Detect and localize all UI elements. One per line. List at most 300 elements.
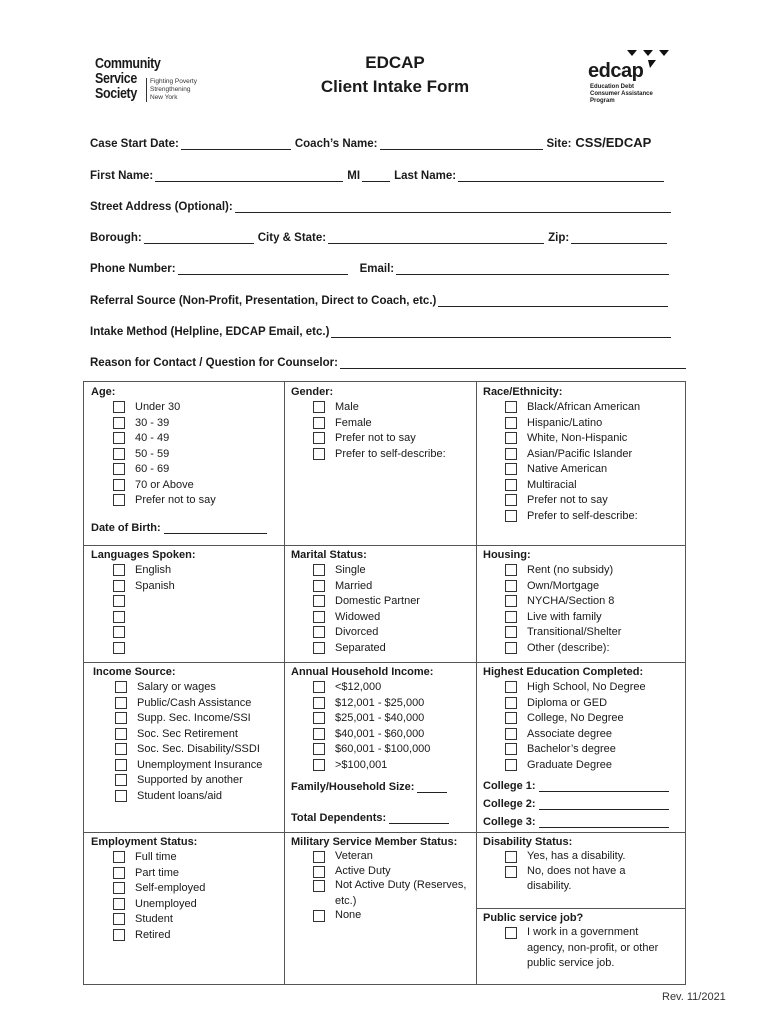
city-state-field[interactable] [328, 231, 544, 244]
coach-name-field[interactable] [380, 137, 543, 150]
education-title: Highest Education Completed: [483, 666, 644, 678]
checkbox-option[interactable] [291, 727, 470, 743]
checkbox-option[interactable] [483, 493, 679, 509]
checkbox[interactable] [505, 626, 517, 638]
college2-row [483, 798, 669, 810]
reason-field[interactable] [340, 356, 686, 369]
checkbox-option[interactable] [91, 928, 278, 944]
field-row-address [90, 195, 675, 213]
disability-title: Disability Status: [483, 836, 573, 848]
field-row-referral [90, 289, 672, 307]
checkbox-label: Retired [135, 928, 171, 941]
checkbox[interactable] [313, 448, 325, 460]
first-name-label: First Name: [90, 170, 154, 182]
checkbox[interactable] [313, 417, 325, 429]
case-start-date-field[interactable] [181, 137, 291, 150]
dependents-row [291, 812, 449, 824]
checkbox-label: <$12,000 [335, 681, 382, 693]
checkbox[interactable] [313, 866, 325, 878]
checkbox-label: Prefer not to say [135, 494, 216, 506]
checkbox-option[interactable] [91, 625, 278, 641]
dob-label: Date of Birth: [91, 522, 161, 534]
checkbox[interactable] [113, 448, 125, 460]
checkbox-option[interactable] [483, 509, 679, 525]
college1-field[interactable] [539, 780, 669, 792]
checkbox-option[interactable] [93, 696, 278, 712]
checkbox-option[interactable] [91, 610, 278, 626]
household-income-cell [284, 662, 476, 832]
income-source-cell [84, 662, 284, 832]
college1-row [483, 780, 669, 792]
military-title: Military Service Member Status: [291, 836, 458, 848]
field-row-location [90, 226, 671, 244]
checkbox-option[interactable] [483, 462, 679, 478]
checkbox-label: Self-employed [135, 882, 206, 894]
checkbox[interactable] [115, 790, 127, 802]
checkbox-label: 30 - 39 [135, 416, 170, 429]
race-cell [476, 382, 685, 545]
checkbox-option[interactable] [91, 850, 278, 866]
housing-options [483, 563, 679, 656]
housing-title: Housing: [483, 549, 531, 561]
checkbox-option[interactable] [91, 447, 278, 463]
dob-row [91, 522, 267, 534]
intake-method-field[interactable] [331, 325, 671, 338]
checkbox-label: Soc. Sec. Disability/SSDI [137, 743, 260, 755]
checkbox-option[interactable] [483, 579, 679, 595]
military-options [291, 850, 470, 924]
checkbox-label: Spanish [135, 579, 175, 592]
checkbox[interactable] [115, 774, 127, 786]
checkbox[interactable] [113, 867, 125, 879]
checkbox[interactable] [505, 642, 517, 654]
checkbox[interactable] [313, 910, 325, 922]
checkbox-option[interactable] [291, 879, 470, 909]
public-service-options [483, 926, 679, 972]
education-options [483, 680, 679, 773]
checkbox-label: No, does not have a disability. [527, 864, 626, 892]
checkbox-label: College, No Degree [527, 712, 624, 724]
checkbox-option[interactable] [91, 416, 278, 432]
email-field[interactable] [396, 262, 669, 275]
checkbox-label: $12,001 - $25,000 [335, 696, 425, 709]
household-size-row [291, 781, 447, 793]
borough-field[interactable] [144, 231, 254, 244]
public-service-cell [476, 908, 685, 984]
revision-note: Rev. 11/2021 [662, 991, 726, 1003]
checkbox-option[interactable] [291, 711, 470, 727]
checkbox[interactable] [115, 697, 127, 709]
checkbox-option[interactable] [91, 641, 278, 657]
referral-field[interactable] [438, 294, 668, 307]
education-cell [476, 662, 685, 832]
checkbox-label: Hispanic/Latino [527, 416, 603, 429]
checkbox[interactable] [505, 448, 517, 460]
checkbox-option[interactable] [93, 727, 278, 743]
checkbox-label: Public/Cash Assistance [137, 696, 252, 709]
checkbox-label: Supported by another [137, 774, 243, 786]
checkbox-option[interactable] [483, 711, 679, 727]
checkbox-label: $60,001 - $100,000 [335, 743, 431, 755]
checkbox[interactable] [505, 463, 517, 475]
edcap-wordmark: edcap [588, 60, 644, 82]
college3-row [483, 816, 669, 828]
checkbox[interactable] [505, 611, 517, 623]
checkbox[interactable] [113, 882, 125, 894]
race-options [483, 400, 679, 524]
checkbox[interactable] [313, 743, 325, 755]
checkbox-option[interactable] [291, 850, 470, 865]
checkbox[interactable] [313, 697, 325, 709]
housing-cell [476, 545, 685, 662]
employment-title: Employment Status: [91, 836, 198, 848]
checkbox[interactable] [505, 681, 517, 693]
checkbox-option[interactable] [291, 400, 470, 416]
checkbox[interactable] [113, 642, 125, 654]
checkbox-label: White, Non-Hispanic [527, 432, 628, 444]
checkbox-label: Student [135, 913, 173, 925]
checkbox-option[interactable] [483, 563, 679, 579]
checkbox-option[interactable] [483, 610, 679, 626]
checkbox-option[interactable] [91, 881, 278, 897]
checkbox-label: Other (describe): [527, 641, 610, 654]
checkbox-label: Asian/Pacific Islander [527, 447, 633, 460]
checkbox-label: Supp. Sec. Income/SSI [137, 712, 251, 724]
checkbox[interactable] [505, 759, 517, 771]
checkbox-label: 40 - 49 [135, 432, 170, 444]
edcap-logo [588, 48, 678, 108]
dob-field[interactable] [164, 522, 267, 534]
checkbox-option[interactable] [91, 912, 278, 928]
college3-label: College 3: [483, 816, 536, 828]
checkbox[interactable] [113, 851, 125, 863]
college2-label: College 2: [483, 798, 536, 810]
household-income-options [291, 680, 470, 773]
checkbox[interactable] [313, 580, 325, 592]
checkbox-label: Associate degree [527, 727, 612, 740]
checkbox[interactable] [113, 626, 125, 638]
first-name-field[interactable] [155, 169, 343, 182]
gender-cell [284, 382, 476, 545]
household-size-field[interactable] [417, 781, 447, 793]
checkbox-option[interactable] [483, 758, 679, 774]
checkbox[interactable] [113, 417, 125, 429]
checkbox[interactable] [313, 626, 325, 638]
dependents-label: Total Dependents: [291, 812, 387, 824]
checkbox-option[interactable] [483, 416, 679, 432]
borough-label: Borough: [90, 232, 142, 244]
checkbox[interactable] [313, 595, 325, 607]
field-row-intake [90, 320, 675, 338]
title-line-2: Client Intake Form [320, 77, 470, 96]
checkbox[interactable] [505, 564, 517, 576]
checkbox[interactable] [113, 580, 125, 592]
checkbox[interactable] [313, 432, 325, 444]
disability-cell [476, 832, 685, 908]
checkbox[interactable] [113, 479, 125, 491]
languages-options [91, 563, 278, 656]
checkbox-label: Married [335, 579, 373, 592]
coach-name-label: Coach’s Name: [294, 138, 378, 150]
checkbox-option[interactable] [291, 680, 470, 696]
checkbox-label: Unemployed [135, 897, 197, 910]
checkbox[interactable] [505, 851, 517, 863]
checkbox-label: 70 or Above [135, 478, 194, 491]
checkbox-option[interactable] [91, 866, 278, 882]
checkbox-option[interactable] [483, 431, 679, 447]
checkbox[interactable] [505, 494, 517, 506]
checkbox-label: Yes, has a disability. [527, 850, 626, 862]
checkbox[interactable] [505, 927, 517, 939]
checkbox-label: Native American [527, 463, 608, 475]
checkbox[interactable] [115, 712, 127, 724]
checkbox-label: Widowed [335, 610, 381, 623]
field-row-name [90, 164, 668, 182]
checkbox-option[interactable] [291, 758, 470, 774]
age-title: Age: [91, 386, 116, 398]
checkbox[interactable] [313, 564, 325, 576]
checkbox-label: Part time [135, 866, 180, 879]
checkbox-option[interactable] [93, 773, 278, 789]
checkbox-option[interactable] [291, 641, 470, 657]
checkbox-option[interactable] [91, 478, 278, 494]
checkbox[interactable] [113, 595, 125, 607]
checkbox-option[interactable] [483, 641, 679, 657]
marital-cell [284, 545, 476, 662]
checkbox[interactable] [505, 432, 517, 444]
checkbox-label: Live with family [527, 610, 602, 623]
checkbox[interactable] [505, 580, 517, 592]
gender-options [291, 400, 470, 462]
checkbox-label: High School, No Degree [527, 681, 646, 693]
checkbox-option[interactable] [93, 742, 278, 758]
checkbox-label: Prefer not to say [527, 494, 608, 506]
checkbox-option[interactable] [483, 926, 679, 972]
checkbox-label: Female [335, 416, 372, 429]
checkbox-label: 60 - 69 [135, 463, 170, 475]
checkbox[interactable] [115, 743, 127, 755]
zip-field[interactable] [571, 231, 667, 244]
checkbox[interactable] [113, 898, 125, 910]
checkbox-label: English [135, 564, 172, 576]
checkbox-label: Single [335, 564, 366, 576]
city-state-label: City & State: [257, 232, 327, 244]
checkbox-label: >$100,001 [335, 758, 388, 771]
zip-label: Zip: [548, 232, 570, 244]
checkbox-option[interactable] [91, 563, 278, 579]
last-name-field[interactable] [458, 169, 664, 182]
college3-field[interactable] [539, 816, 669, 828]
checkbox[interactable] [313, 880, 325, 892]
checkbox-option[interactable] [91, 579, 278, 595]
checkbox-label: Bachelor’s degree [527, 743, 616, 755]
checkbox[interactable] [113, 401, 125, 413]
checkbox-label: I work in a government agency, non-profit, or other public service job. [527, 926, 659, 969]
checkbox-option[interactable] [91, 897, 278, 913]
checkbox-label: Soc. Sec Retirement [137, 727, 238, 740]
referral-label: Referral Source (Non-Profit, Presentation, Direct to Coach, etc.) [90, 295, 437, 307]
checkbox-option[interactable] [291, 416, 470, 432]
css-logo-tagline: Fighting Poverty Strengthening New York [146, 78, 197, 102]
employment-options [91, 850, 278, 943]
checkbox[interactable] [505, 595, 517, 607]
email-label: Email: [359, 263, 395, 275]
checkbox[interactable] [505, 712, 517, 724]
checkbox-option[interactable] [291, 447, 470, 463]
checkbox-option[interactable] [93, 789, 278, 805]
race-title: Race/Ethnicity: [483, 386, 563, 398]
checkbox-label: Prefer to self-describe: [527, 509, 638, 522]
checkbox-option[interactable] [483, 447, 679, 463]
checkbox[interactable] [313, 851, 325, 863]
checkbox[interactable] [313, 642, 325, 654]
mi-field[interactable] [362, 169, 390, 182]
checkbox-option[interactable] [93, 680, 278, 696]
checkbox-label: Separated [335, 641, 386, 654]
languages-cell [84, 545, 284, 662]
checkbox-label: Veteran [335, 850, 373, 862]
checkbox-option[interactable] [483, 594, 679, 610]
checkbox-label: Not Active Duty (Reserves, etc.) [335, 879, 467, 907]
household-income-title: Annual Household Income: [291, 666, 434, 678]
field-row-case [90, 132, 651, 150]
checkbox[interactable] [505, 417, 517, 429]
checkbox-option[interactable] [483, 625, 679, 641]
checkbox-option[interactable] [291, 563, 470, 579]
checkbox[interactable] [505, 697, 517, 709]
checkbox-option[interactable] [291, 742, 470, 758]
college2-field[interactable] [539, 798, 669, 810]
checkbox-option[interactable] [291, 625, 470, 641]
income-source-title: Income Source: [93, 666, 176, 678]
checkbox[interactable] [313, 728, 325, 740]
title-line-1: EDCAP [365, 53, 425, 72]
last-name-label: Last Name: [394, 170, 457, 182]
age-options [91, 400, 278, 509]
gender-title: Gender: [291, 386, 334, 398]
dependents-field[interactable] [389, 812, 449, 824]
checkbox-option[interactable] [91, 594, 278, 610]
checkbox[interactable] [313, 759, 325, 771]
form-title [290, 51, 500, 99]
checkbox-option[interactable] [91, 431, 278, 447]
intake-method-label: Intake Method (Helpline, EDCAP Email, etc.) [90, 326, 330, 338]
checkbox-option[interactable] [291, 909, 470, 924]
checkbox[interactable] [313, 712, 325, 724]
checkbox-option[interactable] [93, 711, 278, 727]
edcap-tagline: Education Debt Consumer Assistance Program [590, 84, 653, 104]
checkbox-option[interactable] [91, 493, 278, 509]
checkbox[interactable] [113, 494, 125, 506]
intake-grid [83, 381, 686, 985]
checkbox-label: Student loans/aid [137, 789, 223, 802]
checkbox-label: Domestic Partner [335, 595, 420, 607]
checkbox[interactable] [115, 759, 127, 771]
checkbox-option[interactable] [291, 696, 470, 712]
languages-title: Languages Spoken: [91, 549, 196, 561]
checkbox-option[interactable] [291, 579, 470, 595]
css-logo-wordmark: Community Service Society [95, 56, 161, 102]
checkbox-option[interactable] [291, 431, 470, 447]
checkbox[interactable] [505, 866, 517, 878]
checkbox[interactable] [113, 564, 125, 576]
marital-title: Marital Status: [291, 549, 367, 561]
site-label: Site: [546, 138, 572, 150]
street-address-field[interactable] [235, 200, 671, 213]
checkbox-label: Own/Mortgage [527, 579, 600, 592]
checkbox-option[interactable] [91, 462, 278, 478]
checkbox[interactable] [505, 743, 517, 755]
checkbox-label: Graduate Degree [527, 758, 612, 771]
checkbox-label: Multiracial [527, 478, 577, 491]
checkbox[interactable] [113, 611, 125, 623]
checkbox[interactable] [313, 401, 325, 413]
checkbox-option[interactable] [483, 727, 679, 743]
checkbox[interactable] [313, 611, 325, 623]
case-start-date-label: Case Start Date: [90, 138, 179, 150]
checkbox-option[interactable] [91, 400, 278, 416]
checkbox-option[interactable] [483, 478, 679, 494]
checkbox-label: Salary or wages [137, 681, 216, 693]
checkbox-option[interactable] [291, 610, 470, 626]
phone-label: Phone Number: [90, 263, 176, 275]
checkbox-option[interactable] [483, 742, 679, 758]
checkbox-option[interactable] [483, 400, 679, 416]
checkbox[interactable] [505, 479, 517, 491]
checkbox-label: Male [335, 401, 359, 413]
age-cell [84, 382, 284, 545]
military-cell [284, 832, 476, 984]
checkbox-option[interactable] [483, 850, 679, 865]
employment-cell [84, 832, 284, 984]
checkbox-label: Under 30 [135, 401, 181, 413]
public-service-title: Public service job? [483, 912, 584, 924]
college1-label: College 1: [483, 780, 536, 792]
checkbox-option[interactable] [483, 865, 679, 895]
checkbox-label: Divorced [335, 626, 379, 638]
checkbox[interactable] [113, 432, 125, 444]
checkbox-label: $40,001 - $60,000 [335, 727, 425, 740]
field-row-reason [90, 351, 690, 369]
household-size-label: Family/Household Size: [291, 781, 415, 793]
checkbox-label: Rent (no subsidy) [527, 564, 614, 576]
checkbox-label: Active Duty [335, 864, 391, 877]
checkbox[interactable] [113, 913, 125, 925]
css-logo [95, 57, 215, 109]
checkbox[interactable] [505, 728, 517, 740]
checkbox[interactable] [115, 728, 127, 740]
checkbox-label: Full time [135, 851, 177, 863]
street-address-label: Street Address (Optional): [90, 201, 233, 213]
checkbox-option[interactable] [291, 594, 470, 610]
checkbox-option[interactable] [483, 680, 679, 696]
checkbox-option[interactable] [93, 758, 278, 774]
checkbox[interactable] [505, 510, 517, 522]
checkbox[interactable] [115, 681, 127, 693]
checkbox[interactable] [505, 401, 517, 413]
checkbox-label: Prefer not to say [335, 432, 416, 444]
checkbox-label: 50 - 59 [135, 447, 170, 460]
checkbox[interactable] [313, 681, 325, 693]
checkbox-option[interactable] [291, 865, 470, 880]
checkbox-label: Diploma or GED [527, 696, 608, 709]
checkbox-label: None [335, 909, 362, 921]
checkbox-option[interactable] [483, 696, 679, 712]
phone-field[interactable] [178, 262, 348, 275]
checkbox[interactable] [113, 463, 125, 475]
checkbox[interactable] [113, 929, 125, 941]
disability-options [483, 850, 679, 895]
